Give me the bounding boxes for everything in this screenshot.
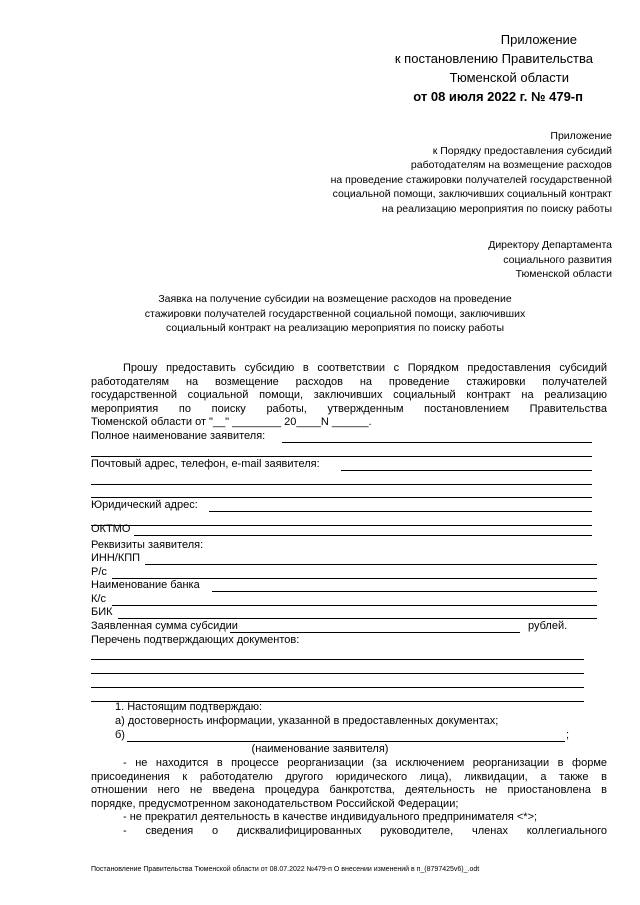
full-name-field[interactable] bbox=[282, 442, 592, 443]
bank-label: Наименование банка bbox=[91, 579, 200, 591]
appendix-block bbox=[331, 129, 612, 216]
title-line: социальный контракт на реализацию мероприятия по поиску работы bbox=[165, 322, 505, 334]
requisites-label: Реквизиты заявителя: bbox=[91, 539, 204, 551]
confirm-line: отношении него не введена процедура банкротства, деятельность не приостановлена в bbox=[91, 784, 607, 796]
legal-address-field-continued[interactable] bbox=[91, 525, 592, 526]
ks-field[interactable] bbox=[112, 605, 597, 606]
title-line: стажировки получателей государственной социальной помощи, заключивших bbox=[144, 307, 526, 320]
confirm-item-b-end: ; bbox=[566, 729, 570, 741]
confirm-line: присоединения к работодателю другого юридического лица), ликвидации, а также в bbox=[91, 770, 607, 783]
oktmo-label: ОКТМО bbox=[91, 523, 131, 535]
appendix-line: на проведение стажировки получателей государственной bbox=[330, 173, 612, 186]
confirm-line: - сведения о дисквалифицированных руководителе, членах коллегиального bbox=[123, 825, 607, 837]
header-date: от 08 июля 2022 г. № 479-п bbox=[413, 89, 583, 104]
rs-label: Р/с bbox=[91, 566, 107, 578]
docs-field[interactable] bbox=[91, 687, 584, 688]
document-title bbox=[120, 292, 550, 336]
confirm-list-item-2: - не прекратил деятельность в качестве индивидуального предпринимателя <*>; bbox=[123, 811, 538, 823]
request-date-line: Тюменской области от "__" ________ 20____N ______. bbox=[91, 416, 372, 428]
title-line: Заявка на получение субсидии на возмещение расходов на проведение bbox=[158, 293, 512, 305]
full-name-label: Полное наименование заявителя: bbox=[91, 430, 266, 442]
header-line: Приложение bbox=[500, 32, 577, 47]
appendix-line: Приложение bbox=[550, 130, 612, 142]
confirm-list-item-3 bbox=[91, 825, 607, 839]
confirm-heading: 1. Настоящим подтверждаю: bbox=[115, 701, 263, 713]
postal-field[interactable] bbox=[341, 470, 592, 471]
addressee-block bbox=[488, 238, 612, 282]
addressee-line: Директору Департамента bbox=[488, 239, 612, 251]
docs-field[interactable] bbox=[91, 659, 584, 660]
amount-field[interactable] bbox=[230, 632, 520, 633]
appendix-line: социальной помощи, заключивших социальный контракт bbox=[332, 188, 612, 200]
request-line: государственной социальной помощи, заключивших социальный контракт на реализацию bbox=[91, 389, 607, 401]
appendix-line: к Порядку предоставления субсидий bbox=[432, 144, 612, 157]
ks-label: К/с bbox=[91, 593, 106, 605]
postal-label: Почтовый адрес, телефон, e-mail заявителя: bbox=[91, 458, 320, 470]
confirm-line: - не находится в процессе реорганизации (за исключением реорганизации в форме bbox=[123, 757, 607, 769]
bik-field[interactable] bbox=[118, 618, 597, 619]
confirm-item-b: б) bbox=[115, 729, 125, 741]
confirm-line: порядке, предусмотренном законодательством Российской Федерации; bbox=[91, 797, 459, 810]
request-line: мероприятия по поиску работы, утвержденным постановлением Правительства bbox=[91, 402, 607, 415]
inn-label: ИНН/КПП bbox=[91, 552, 141, 564]
docs-label: Перечень подтверждающих документов: bbox=[91, 634, 300, 646]
request-line: Прошу предоставить субсидию в соответствии с Порядком предоставления субсидий bbox=[123, 362, 607, 374]
bank-field[interactable] bbox=[212, 591, 597, 592]
docs-field[interactable] bbox=[91, 673, 584, 674]
header-block bbox=[395, 30, 593, 106]
addressee-line: Тюменской области bbox=[515, 268, 612, 280]
amount-unit: рублей. bbox=[528, 620, 568, 632]
request-paragraph bbox=[91, 362, 607, 430]
addressee-line: социального развития bbox=[503, 253, 612, 266]
applicant-name-caption: (наименование заявителя) bbox=[251, 743, 389, 755]
request-line: работодателям на возмещение расходов на проведение стажировки получателей bbox=[91, 375, 607, 388]
footer-filename: Постановление Правительства Тюменской области от 08.07.2022 №479-п О внесении изменений в п_(8797425v6)_.odt bbox=[91, 866, 480, 873]
appendix-line: на реализацию мероприятия по поиску работы bbox=[381, 202, 612, 215]
appendix-line: работодателям на возмещение расходов bbox=[410, 159, 612, 171]
applicant-name-field[interactable] bbox=[127, 741, 565, 742]
bik-label: БИК bbox=[91, 606, 113, 618]
postal-field-continued[interactable] bbox=[91, 497, 592, 498]
legal-address-field[interactable] bbox=[209, 511, 592, 512]
header-line: к постановлению Правительства bbox=[394, 51, 593, 66]
header-line: Тюменской области bbox=[449, 70, 569, 85]
confirm-list-item-1 bbox=[91, 757, 607, 811]
confirm-item-a: а) достоверность информации, указанной в предоставленных документах; bbox=[115, 715, 499, 727]
oktmo-field[interactable] bbox=[134, 535, 592, 536]
inn-field[interactable] bbox=[145, 564, 597, 565]
postal-field-continued[interactable] bbox=[91, 484, 592, 485]
amount-label: Заявленная сумма субсидии bbox=[91, 620, 238, 632]
legal-address-label: Юридический адрес: bbox=[91, 499, 198, 511]
full-name-field-continued[interactable] bbox=[91, 456, 592, 457]
